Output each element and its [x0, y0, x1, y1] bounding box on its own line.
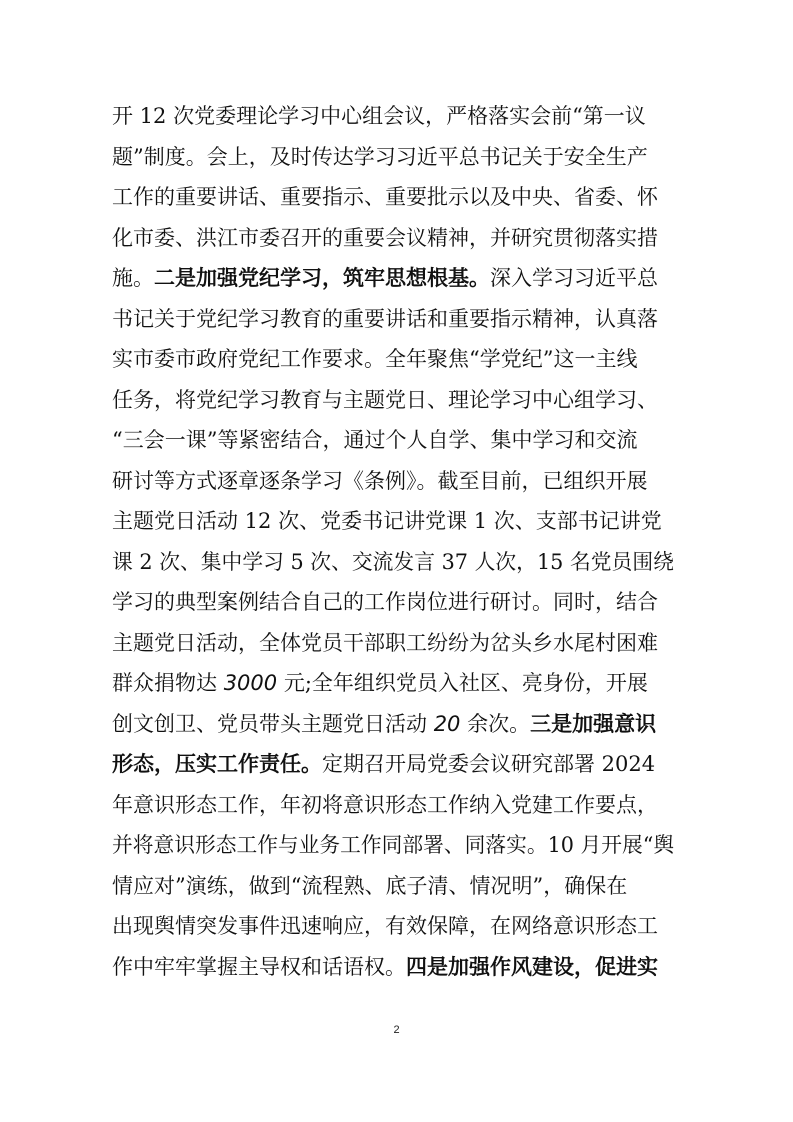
text-line	[112, 947, 674, 988]
body-text: 任务，将党纪学习教育与主题党日、理论学习中心组学习、	[112, 387, 658, 412]
text-line	[112, 542, 674, 583]
body-text: 年意识形态工作，年初将意识形态工作纳入党建工作要点，	[112, 792, 658, 817]
body-text: 施。	[112, 266, 154, 290]
text-line	[112, 582, 674, 623]
body-text: 实市委市政府党纪工作要求。全年聚焦“学党纪”这一主线	[112, 347, 638, 371]
bold-heading-text: 二是加强党纪学习，筑牢思想根基。	[154, 266, 490, 290]
text-line	[112, 744, 674, 785]
body-text: 化市委、洪江市委召开的重要会议精神，并研究贯彻落实措	[112, 225, 658, 250]
text-line	[112, 906, 674, 947]
text-line	[112, 704, 674, 745]
body-text: 主题党日活动 12 次、党委书记讲党课 1 次、支部书记讲党	[112, 509, 662, 533]
bold-heading-text: 三是加强意识	[530, 711, 657, 736]
text-line	[112, 177, 674, 218]
text-line	[112, 461, 674, 502]
body-text: 研讨等方式逐章逐条学习《条例》。截至目前，已组织开展	[112, 468, 648, 493]
body-text: 3000	[223, 671, 278, 695]
document-body	[112, 96, 674, 987]
body-text: 元;全年组织党员入社区、亮身份，开展	[277, 671, 648, 695]
body-text: 作中牢牢掌握主导权和话语权。	[112, 954, 406, 979]
page-number: 2	[393, 1024, 400, 1036]
text-line	[112, 299, 674, 340]
body-text: 定期召开局党委会议研究部署 2024	[322, 752, 656, 776]
text-line	[112, 96, 674, 137]
body-text: 出现舆情突发事件迅速响应，有效保障，在网络意识形态工	[112, 914, 658, 938]
body-text: 工作的重要讲话、重要指示、重要批示以及中央、省委、怀	[112, 185, 658, 209]
text-line	[112, 663, 674, 704]
text-line	[112, 623, 674, 664]
body-text: 20	[433, 711, 461, 736]
body-text: 书记关于党纪学习教育的重要讲话和重要指示精神，认真落	[112, 306, 658, 331]
text-line	[112, 785, 674, 826]
body-text: 开 12 次党委理论学习中心组会议，严格落实会前“第一议	[112, 104, 646, 128]
body-text: 深入学习习近平总	[490, 266, 658, 290]
body-text: 群众捐物达	[112, 671, 224, 695]
body-text: 并将意识形态工作与业务工作同部署、同落实。10 月开展“舆	[112, 833, 675, 857]
text-line	[112, 501, 674, 542]
body-text: 课 2 次、集中学习 5 次、交流发言 37 人次，15 名党员围绕	[112, 549, 674, 574]
body-text: 情应对”演练，做到“流程熟、底子清、情况明”，确保在	[112, 873, 628, 898]
text-line	[112, 339, 674, 380]
body-text: 主题党日活动，全体党员干部职工纷纷为岔头乡水尾村困难	[112, 630, 658, 655]
text-line	[112, 420, 674, 461]
body-text: 学习的典型案例结合自己的工作岗位进行研讨。同时，结合	[112, 590, 658, 614]
bold-heading-text: 形态，压实工作责任。	[112, 752, 322, 776]
text-line	[112, 137, 674, 178]
text-line	[112, 218, 674, 259]
body-text: “三会一课”等紧密结合，通过个人自学、集中学习和交流	[112, 428, 638, 452]
text-line	[112, 866, 674, 907]
bold-heading-text: 四是加强作风建设，促进实	[406, 954, 658, 979]
text-line	[112, 825, 675, 866]
body-text: 余次。	[460, 711, 531, 736]
body-text: 题”制度。会上，及时传达学习习近平总书记关于安全生产	[112, 144, 648, 169]
text-line	[112, 380, 674, 421]
body-text: 创文创卫、党员带头主题党日活动	[112, 711, 434, 736]
text-line	[112, 258, 674, 299]
